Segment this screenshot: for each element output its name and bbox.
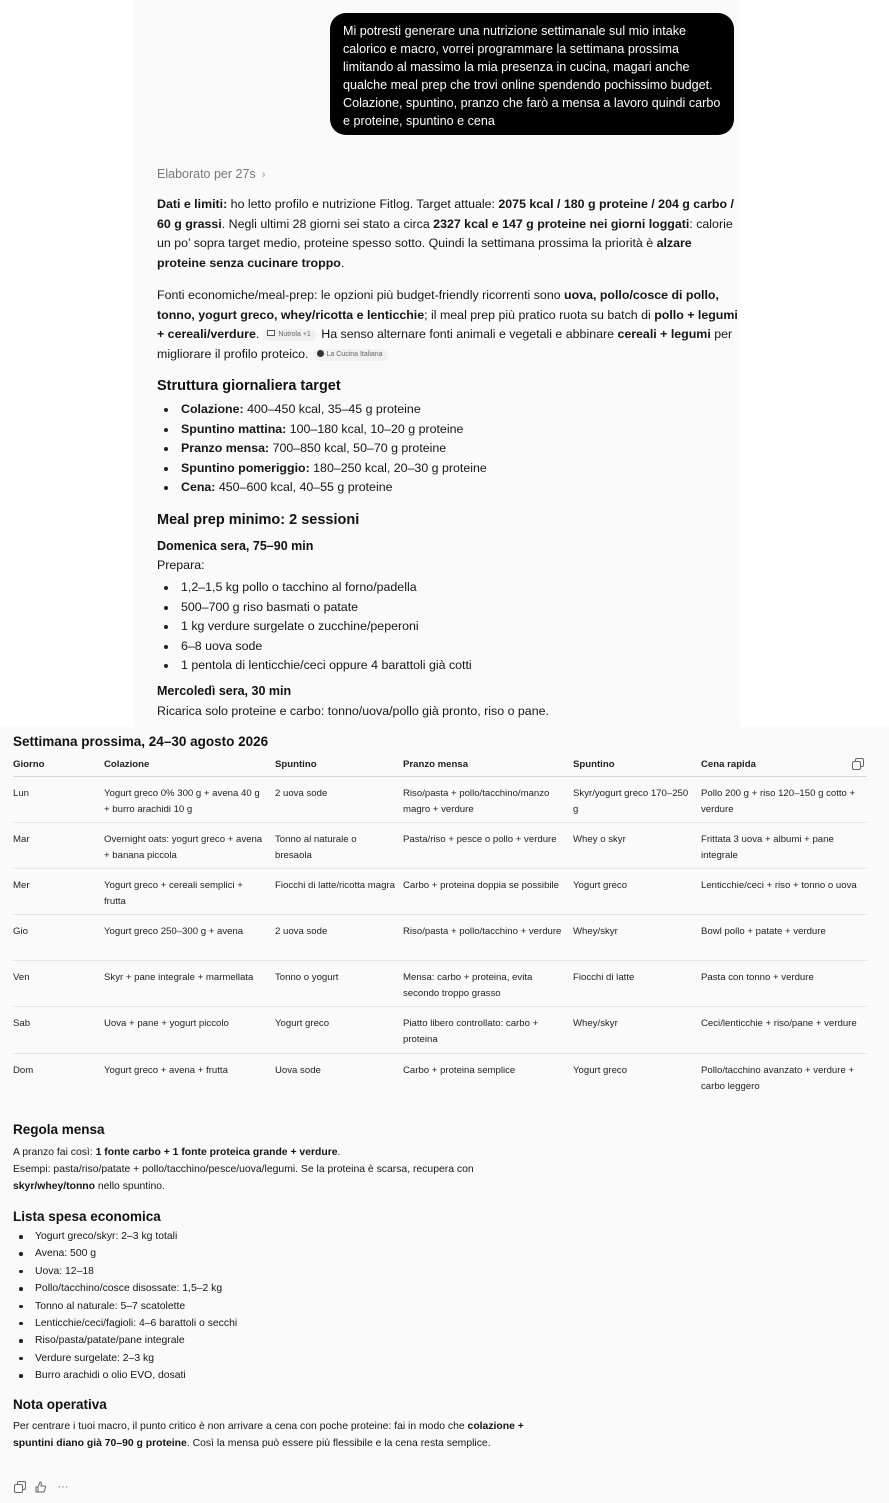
session2-heading: Mercoledì sera, 30 min [157, 684, 292, 698]
table-cell: Pasta con tonno + verdure [701, 961, 867, 1007]
table-cell: Skyr + pane integrale + marmellata [104, 961, 275, 1007]
table-cell: Tonno o yogurt [275, 961, 403, 1007]
column-header: Giorno [13, 754, 104, 776]
session1-intro: Prepara: [157, 558, 205, 572]
table-row [13, 776, 867, 822]
column-header: Cena rapida [701, 754, 867, 776]
table-cell: 2 uova sode [275, 915, 403, 961]
table-cell: 2 uova sode [275, 776, 403, 822]
table-cell: Yogurt greco 0% 300 g + avena 40 g + burro arachidi 10 g [104, 776, 275, 822]
thinking-toggle[interactable] [157, 167, 265, 181]
table-cell: Ven [13, 961, 104, 1007]
table-cell: Carbo + proteina semplice [403, 1064, 516, 1076]
table-cell: Whey/skyr [573, 915, 701, 961]
table-cell: Yogurt greco + cereali semplici + frutta [104, 868, 275, 914]
source-logo-icon [317, 350, 324, 357]
list-item: Lenticchie/ceci/fagioli: 4–6 barattoli o secchi [35, 1315, 237, 1332]
table-cell: Piatto libero controllato: carbo + proteina [403, 1007, 573, 1053]
list-item: Riso/pasta/patate/pane integrale [35, 1332, 237, 1349]
table-cell: Skyr/yogurt greco 170–250 g [573, 776, 701, 822]
list-item: Pollo/tacchino/cosce disossate: 1,5–2 kg [35, 1280, 237, 1297]
table-cell: Dom [13, 1064, 34, 1076]
list-item: 1,2–1,5 kg pollo o tacchino al forno/padella [181, 578, 472, 598]
source-chip[interactable] [263, 329, 316, 341]
mensa-paragraph-2: Esempi: pasta/riso/patate + pollo/tacchino/pesce/uova/legumi. Se la proteina è scarsa, recupera con skyr/whey/tonno nello spuntino. [13, 1164, 474, 1193]
list-item: Colazione: 400–450 kcal, 35–45 g proteine [181, 400, 487, 420]
mensa-heading: Regola mensa [13, 1122, 105, 1137]
session1-heading: Domenica sera, 75–90 min [157, 539, 314, 553]
intro-paragraph-2: Fonti economiche/meal-prep: le opzioni più budget-friendly ricorrenti sono uova, pollo/cosce di pollo, tonno, yogurt greco, whey/ricotta e lenticchie; il meal prep più pratico ruota su batch di pollo + legumi + cereali/verdure. Nutrola +1 Ha senso alternare fonti animali e vegetali e abbinare cereali + legumi per migliorare il profilo proteico. La Cucina Italiana [157, 288, 738, 361]
list-item: Spuntino mattina: 100–180 kcal, 10–20 g proteine [181, 420, 487, 440]
list-item: 1 kg verdure surgelate o zucchine/peperoni [181, 617, 472, 637]
week-table [13, 754, 867, 1099]
list-item: Avena: 500 g [35, 1245, 237, 1262]
table-cell: Overnight oats: yogurt greco + avena + banana piccola [104, 822, 275, 868]
table-header-row [13, 754, 867, 776]
chevron-right-icon: › [261, 169, 266, 181]
copy-icon[interactable] [13, 1481, 25, 1493]
intro-paragraph-1: Dati e limiti: ho letto profilo e nutrizione Fitlog. Target attuale: 2075 kcal / 180 g proteine / 204 g carbo / 60 g grassi. Negli ultimi 28 giorni sei stato a circa 2327 kcal e 147 g proteine nei giorni loggati: calorie un po’ sopra target medio, proteine spesso sotto. Quindi la settimana prossima la priorità è alzare proteine senza cucinare troppo. [157, 197, 734, 270]
structure-heading: Struttura giornaliera target [157, 378, 341, 394]
table-row [13, 961, 867, 1007]
shopping-heading: Lista spesa economica [13, 1209, 161, 1224]
table-cell: Riso/pasta + pollo/tacchino + verdure [403, 915, 573, 961]
source-chip-label: Nutrola +1 [278, 331, 311, 339]
note-paragraph: Per centrare i tuoi macro, il punto critico è non arrivare a cena con poche proteine: fai in modo che colazione + spuntini diano già 70–90 g proteine. Così la mensa può essere più flessibile e la cena resta semplice. [13, 1421, 524, 1450]
source-chip-label: La Cucina Italiana [326, 350, 383, 358]
table-row [13, 915, 867, 961]
table-cell: Pollo 200 g + riso 120–150 g cotto + verdure [701, 776, 867, 822]
table-row [13, 822, 867, 868]
user-message-bubble [330, 13, 734, 135]
list-item: 500–700 g riso basmati o patate [181, 598, 472, 618]
table-cell: Yogurt greco + avena + frutta [104, 1064, 228, 1076]
more-options-icon[interactable]: ··· [57, 1481, 69, 1493]
table-cell: Bowl pollo + patate + verdure [701, 915, 867, 961]
table-row [13, 868, 867, 914]
table-cell: Fiocchi di latte [573, 961, 701, 1007]
table-cell: Fiocchi di latte/ricotta magra [275, 868, 403, 914]
table-cell: Carbo + proteina doppia se possibile [403, 868, 573, 914]
list-item: 1 pentola di lenticchie/ceci oppure 4 barattoli già cotti [181, 656, 472, 676]
list-item: Pranzo mensa: 700–850 kcal, 50–70 g proteine [181, 439, 487, 459]
table-cell: Uova + pane + yogurt piccolo [104, 1007, 275, 1053]
list-item: Spuntino pomeriggio: 180–250 kcal, 20–30 g proteine [181, 459, 487, 479]
list-item: Cena: 450–600 kcal, 40–55 g proteine [181, 478, 487, 498]
table-cell: Riso/pasta + pollo/tacchino/manzo magro + verdure [403, 776, 573, 822]
left-margin [0, 0, 133, 727]
table-cell: Tonno al naturale o bresaola [275, 822, 403, 868]
table-cell: Yogurt greco [573, 1064, 628, 1076]
column-header: Colazione [104, 754, 275, 776]
feedback-icon[interactable] [35, 1481, 47, 1493]
table-row [13, 1053, 867, 1099]
list-item: 6–8 uova sode [181, 637, 472, 657]
flag-icon [267, 330, 275, 336]
table-cell: Lun [13, 776, 104, 822]
table-cell: Yogurt greco 250–300 g + avena [104, 915, 275, 961]
structure-list [181, 400, 487, 498]
table-cell: Pasta/riso + pesce o pollo + verdure [403, 822, 573, 868]
list-item: Tonno al naturale: 5–7 scatolette [35, 1298, 237, 1315]
column-header: Spuntino [573, 754, 701, 776]
table-cell: Gio [13, 915, 104, 961]
thinking-label: Elaborato per 27s [157, 167, 256, 181]
list-item: Verdure surgelate: 2–3 kg [35, 1350, 237, 1367]
week-table-title: Settimana prossima, 24–30 agosto 2026 [13, 734, 269, 749]
table-cell: Pollo/tacchino avanzato + verdure + carbo leggero [701, 1064, 855, 1092]
session2-text: Ricarica solo proteine e carbo: tonno/uova/pollo già pronto, riso o pane. [157, 704, 549, 718]
user-message-text: Mi potresti generare una nutrizione settimanale sul mio intake calorico e macro, vorrei programmare la settimana prossima limitando al massimo la mia presenza in cucina, magari anche qualche meal prep che trovi online spendendo pochissimo budget. Colazione, spuntino, pranzo che farò a mensa a lavoro quindi carbo e proteine, spuntino e cena [343, 24, 721, 128]
list-item: Yogurt greco/skyr: 2–3 kg totali [35, 1228, 237, 1245]
table-cell: Whey/skyr [573, 1007, 701, 1053]
list-item: Uova: 12–18 [35, 1263, 237, 1280]
mealprep-heading: Meal prep minimo: 2 sessioni [157, 512, 360, 528]
right-margin [740, 0, 889, 727]
table-cell: Frittata 3 uova + albumi + pane integrale [701, 822, 867, 868]
note-heading: Nota operativa [13, 1397, 107, 1412]
shopping-list [35, 1228, 237, 1385]
table-cell: Mar [13, 822, 104, 868]
source-chip[interactable] [313, 349, 388, 361]
mensa-paragraph-1: A pranzo fai così: 1 fonte carbo + 1 fonte proteica grande + verdure. [13, 1147, 341, 1158]
table-cell: Uova sode [275, 1064, 321, 1076]
table-cell: Ceci/lenticchie + riso/pane + verdure [701, 1007, 867, 1053]
table-cell: Yogurt greco [275, 1007, 403, 1053]
table-row [13, 1007, 867, 1053]
session1-list [181, 578, 472, 676]
thumbs-icon [35, 1481, 48, 1493]
table-cell: Whey o skyr [573, 822, 701, 868]
table-cell: Lenticchie/ceci + riso + tonno o uova [701, 868, 867, 914]
table-cell: Mensa: carbo + proteina, evita secondo troppo grasso [403, 961, 573, 1007]
list-item: Burro arachidi o olio EVO, dosati [35, 1367, 237, 1384]
table-cell: Yogurt greco [573, 868, 701, 914]
column-header: Spuntino [275, 754, 403, 776]
table-cell: Sab [13, 1007, 104, 1053]
column-header: Pranzo mensa [403, 754, 573, 776]
table-cell: Mer [13, 868, 104, 914]
